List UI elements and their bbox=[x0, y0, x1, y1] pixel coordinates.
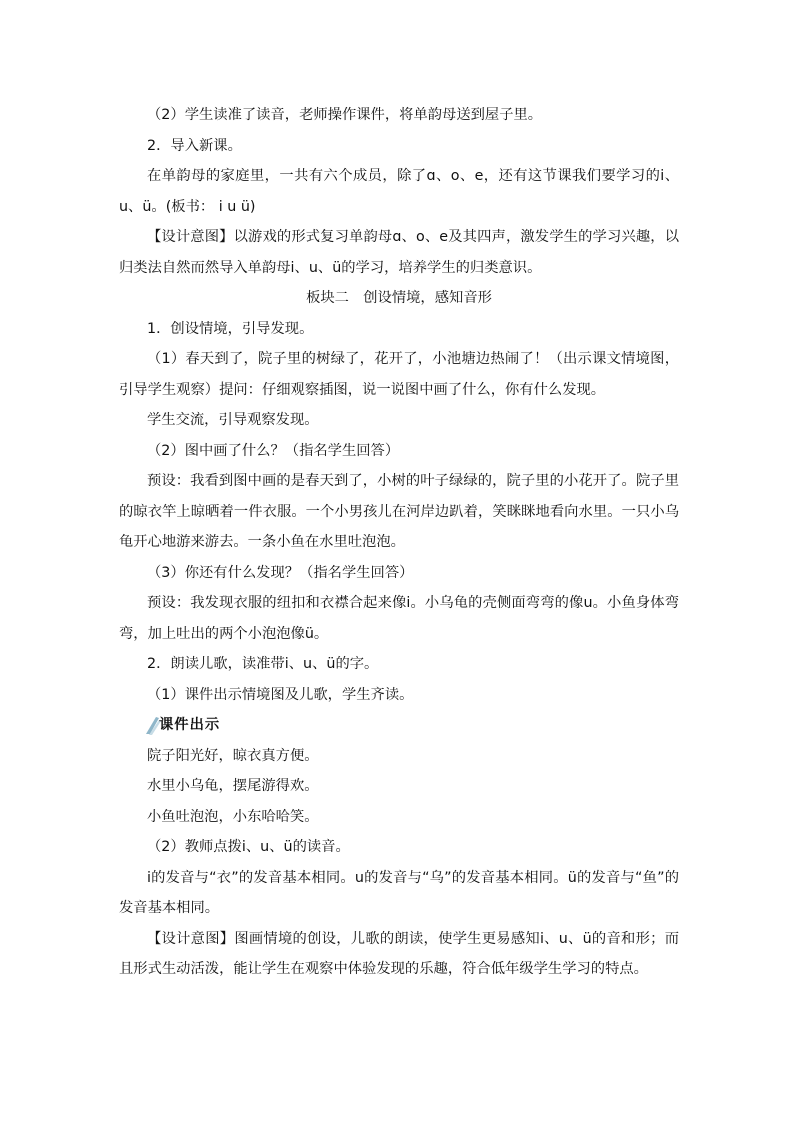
paragraph-create-scene: 1．创设情境，引导发现。 bbox=[147, 320, 314, 337]
rhyme-line-3: 小鱼吐泡泡，小东哈哈笑。 bbox=[147, 808, 319, 825]
paragraph-courseware-show: （1）课件出示情境图及儿歌，学生齐读。 bbox=[147, 686, 414, 703]
paragraph-teacher-guide: （2）教师点拨i、u、ü的读音。 bbox=[147, 839, 350, 855]
paragraph-pronunciation: i的发音与“衣”的发音基本相同。u的发音与“乌”的发音基本相同。ü的发音与“鱼”的发音基本相同。 bbox=[119, 869, 679, 916]
paragraph-introduce-lesson: 2．导入新课。 bbox=[147, 137, 242, 154]
section-heading: 板块二 创设情境，感知音形 bbox=[306, 290, 492, 306]
paragraph-design-intent-2: 【设计意图】图画情境的创设，儿歌的朗读，使学生更易感知i、u、ü的音和形；而且形式生动活泼，能让学生在观察中体验发现的乐趣，符合低年级学生学习的特点。 bbox=[119, 930, 679, 977]
paragraph-read-rhyme: 2．朗读儿歌，读准带i、u、ü的字。 bbox=[147, 656, 379, 672]
paragraph-step-2-reading: （2）学生读准了读音，老师操作课件，将单韵母送到屋子里。 bbox=[147, 107, 543, 123]
paragraph-question-2: （2）图中画了什么？（指名学生回答） bbox=[147, 442, 400, 459]
rhyme-line-1: 院子阳光好，晾衣真方便。 bbox=[147, 747, 319, 764]
courseware-label: 课件出示 bbox=[159, 717, 221, 733]
document-body bbox=[119, 100, 679, 985]
rhyme-line-2: 水里小乌龟，摆尾游得欢。 bbox=[147, 778, 319, 794]
paragraph-family-members: 在单韵母的家庭里，一共有六个成员，除了ɑ、o、e，还有这节课我们要学习的i、u、ü。(板书： i u ü) bbox=[119, 168, 679, 215]
paragraph-question-3: （3）你还有什么发现？（指名学生回答） bbox=[147, 564, 414, 581]
paragraph-spring-scene: （1）春天到了，院子里的树绿了，花开了，小池塘边热闹了！（出示课文情境图，引导学生观察）提问：仔细观察插图，说一说图中画了什么，你有什么发现。 bbox=[119, 351, 679, 398]
paragraph-student-exchange: 学生交流，引导观察发现。 bbox=[147, 412, 319, 428]
paragraph-preset-2: 预设：我发现衣服的纽扣和衣襟合起来像i。小乌龟的壳侧面弯弯的像u。小鱼身体弯弯，加上吐出的两个小泡泡像ü。 bbox=[119, 595, 679, 642]
paragraph-design-intent-1: 【设计意图】以游戏的形式复习单韵母ɑ、o、e及其四声，激发学生的学习兴趣，以归类法自然而然导入单韵母i、u、ü的学习，培养学生的归类意识。 bbox=[119, 229, 679, 276]
courseware-banner bbox=[119, 710, 679, 741]
paragraph-preset-1: 预设：我看到图中画的是春天到了，小树的叶子绿绿的，院子里的小花开了。院子里的晾衣竿上晾晒着一件衣服。一个小男孩儿在河岸边趴着，笑眯眯地看向水里。一只小乌龟开心地游来游去。一条小鱼在水里吐泡泡。 bbox=[119, 473, 679, 550]
